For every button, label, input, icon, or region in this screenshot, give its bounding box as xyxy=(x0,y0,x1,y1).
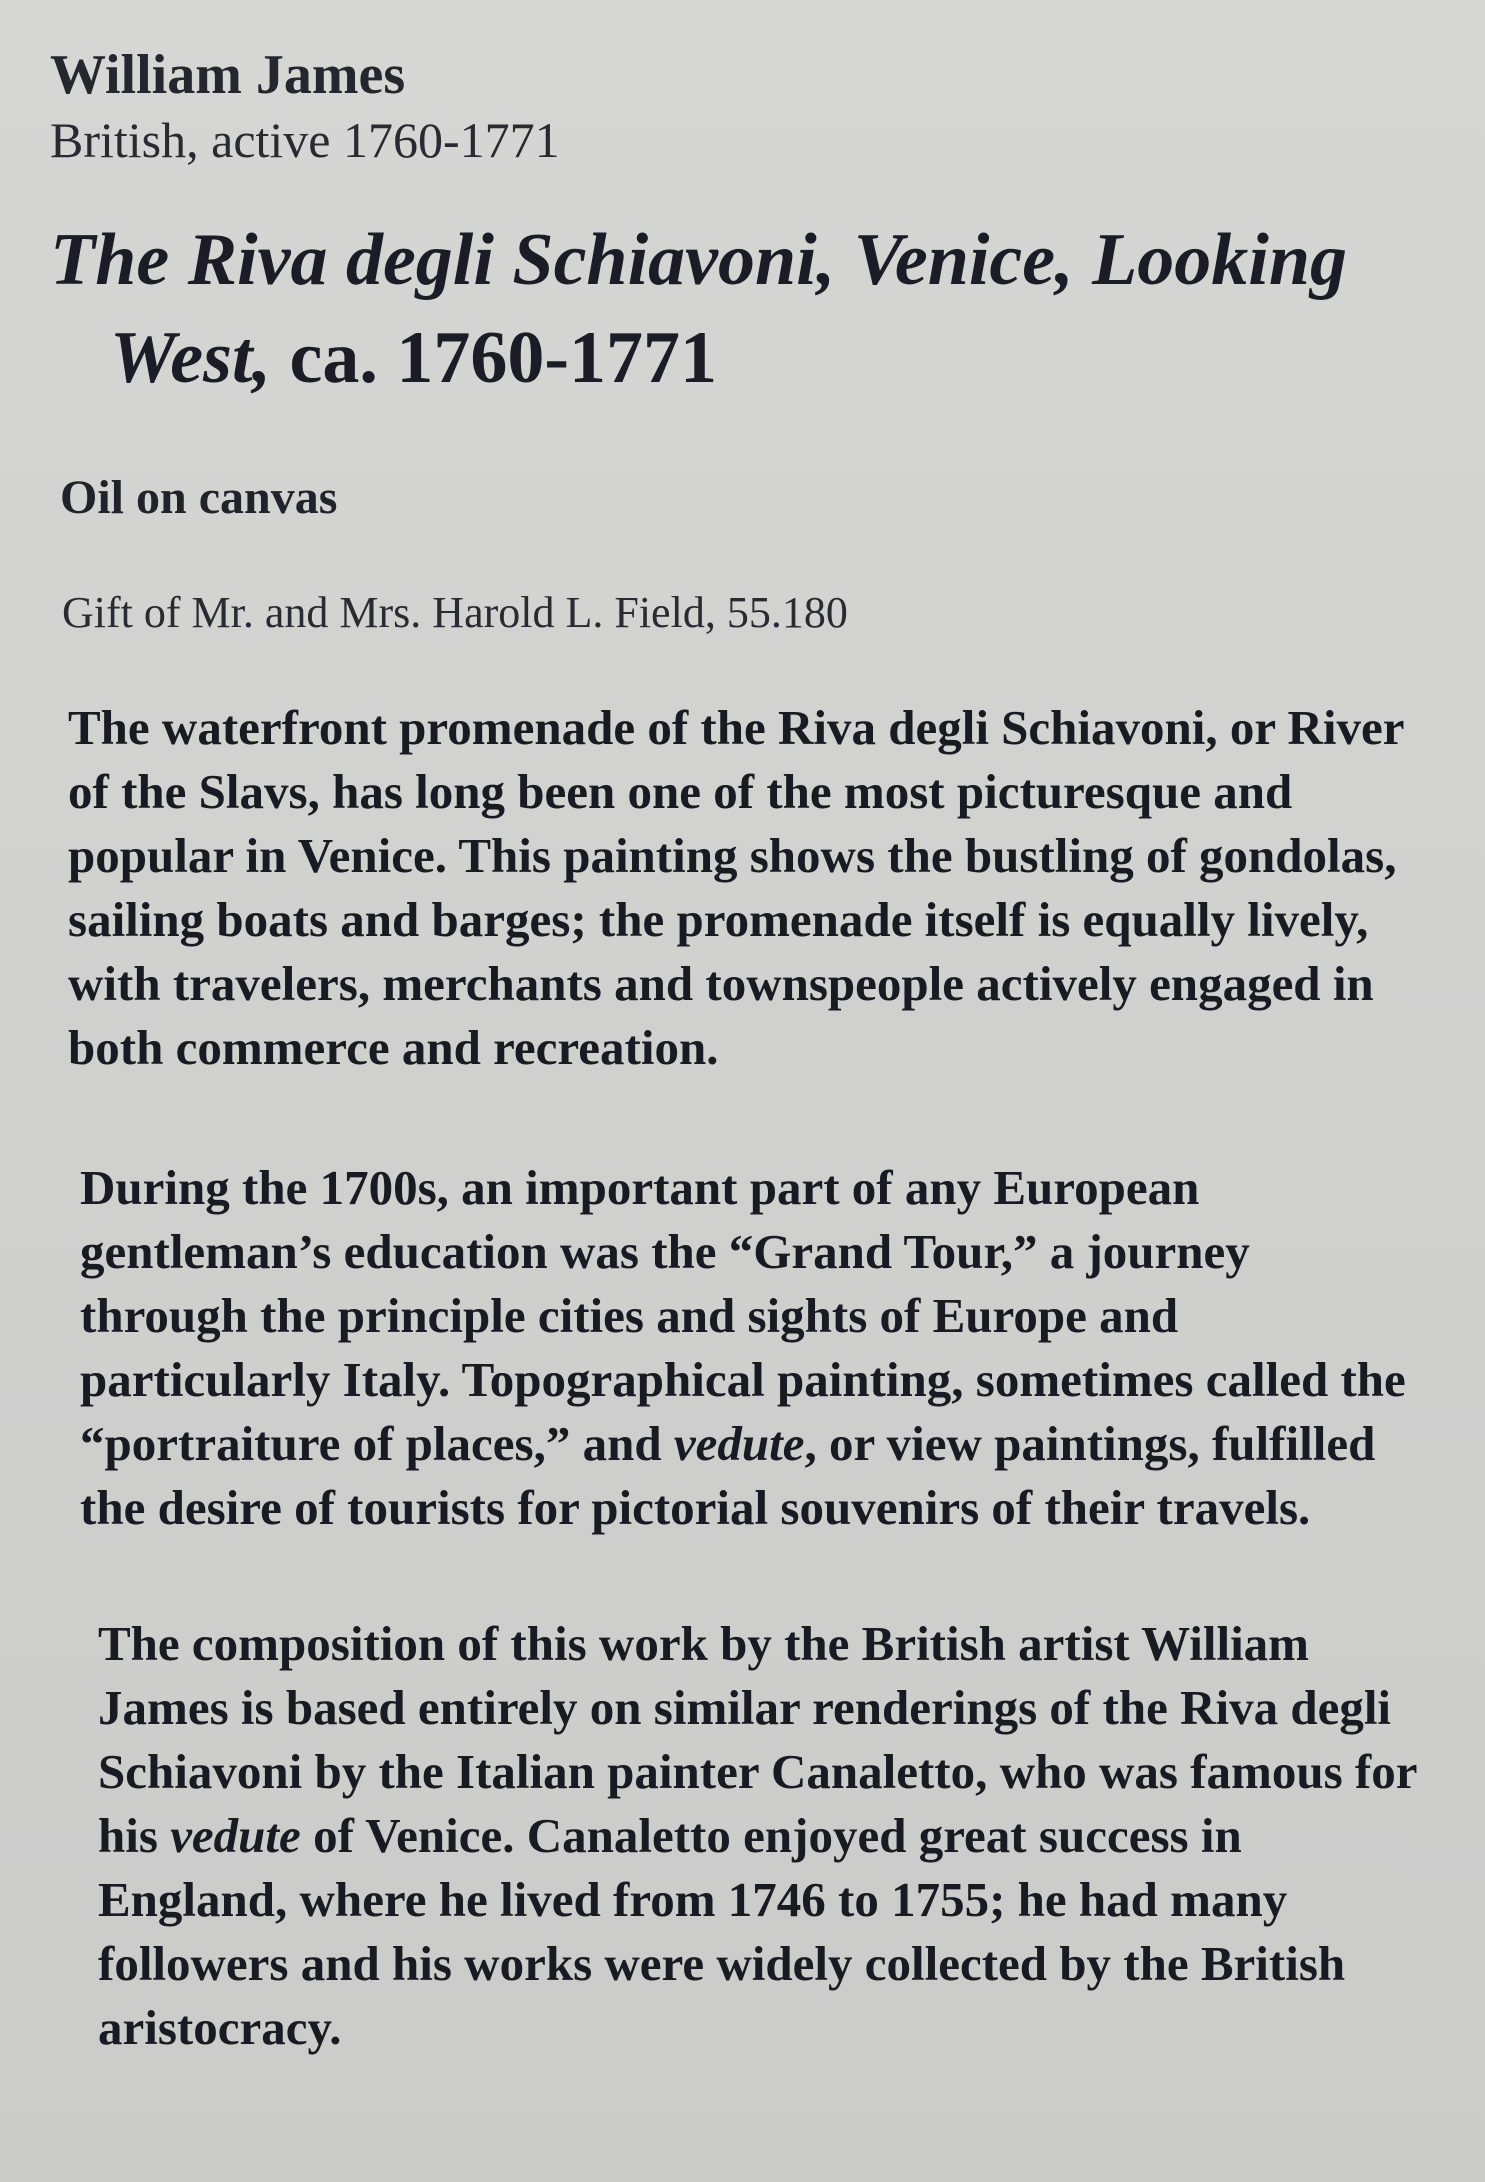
description-paragraph-2 xyxy=(80,1156,1425,1540)
paragraph-3-text-start: The composition of this work by the British artist William James is based entirely on similar renderings of the Riva degli Schiavoni by the Italian painter Canaletto, who was famous for his xyxy=(98,1615,1417,1863)
description-paragraph-1: The waterfront promenade of the Riva degli Schiavoni, or River of the Slavs, has long been one of the most picturesque and popular in Venice. This painting shows the bustling of gondolas, sailing boats and barges; the promenade itself is equally lively, with travelers, merchants and townspeople actively engaged in both commerce and recreation. xyxy=(68,699,1404,1075)
paragraph-2-text-start: During the 1700s, an important part of any European gentleman’s education was the “Grand Tour,” a journey through the principle cities and sights of Europe and particularly Italy. Topographical painting, sometimes called the “portraiture of places,” and xyxy=(80,1159,1406,1471)
artwork-medium: Oil on canvas xyxy=(60,471,338,525)
description-paragraph-3 xyxy=(98,1612,1425,2060)
paragraph-3-text-end: of Venice. Canaletto enjoyed great success in England, where he lived from 1746 to 1755; he had many followers and his works were widely collected by the British aristocracy. xyxy=(98,1807,1346,2055)
artwork-title-italic-end: West, xyxy=(110,316,272,399)
paragraph-3-italic-term: vedute xyxy=(170,1807,301,1863)
artwork-date: ca. 1760-1771 xyxy=(271,316,718,399)
paragraph-2-italic-term: vedute xyxy=(673,1415,805,1471)
paragraph-2-text-end: , or view paintings, fulfilled the desire of tourists for pictorial souvenirs of their travels. xyxy=(80,1415,1376,1535)
artist-nationality-dates: British, active 1760-1771 xyxy=(50,112,560,168)
artwork-title-line-2 xyxy=(50,310,1425,408)
artwork-title-line-1: The Riva degli Schiavoni, Venice, Looking xyxy=(50,219,1348,301)
artwork-title xyxy=(50,212,1425,407)
artist-name: William James xyxy=(50,44,406,106)
credit-line: Gift of Mr. and Mrs. Harold L. Field, 55.180 xyxy=(62,587,848,637)
